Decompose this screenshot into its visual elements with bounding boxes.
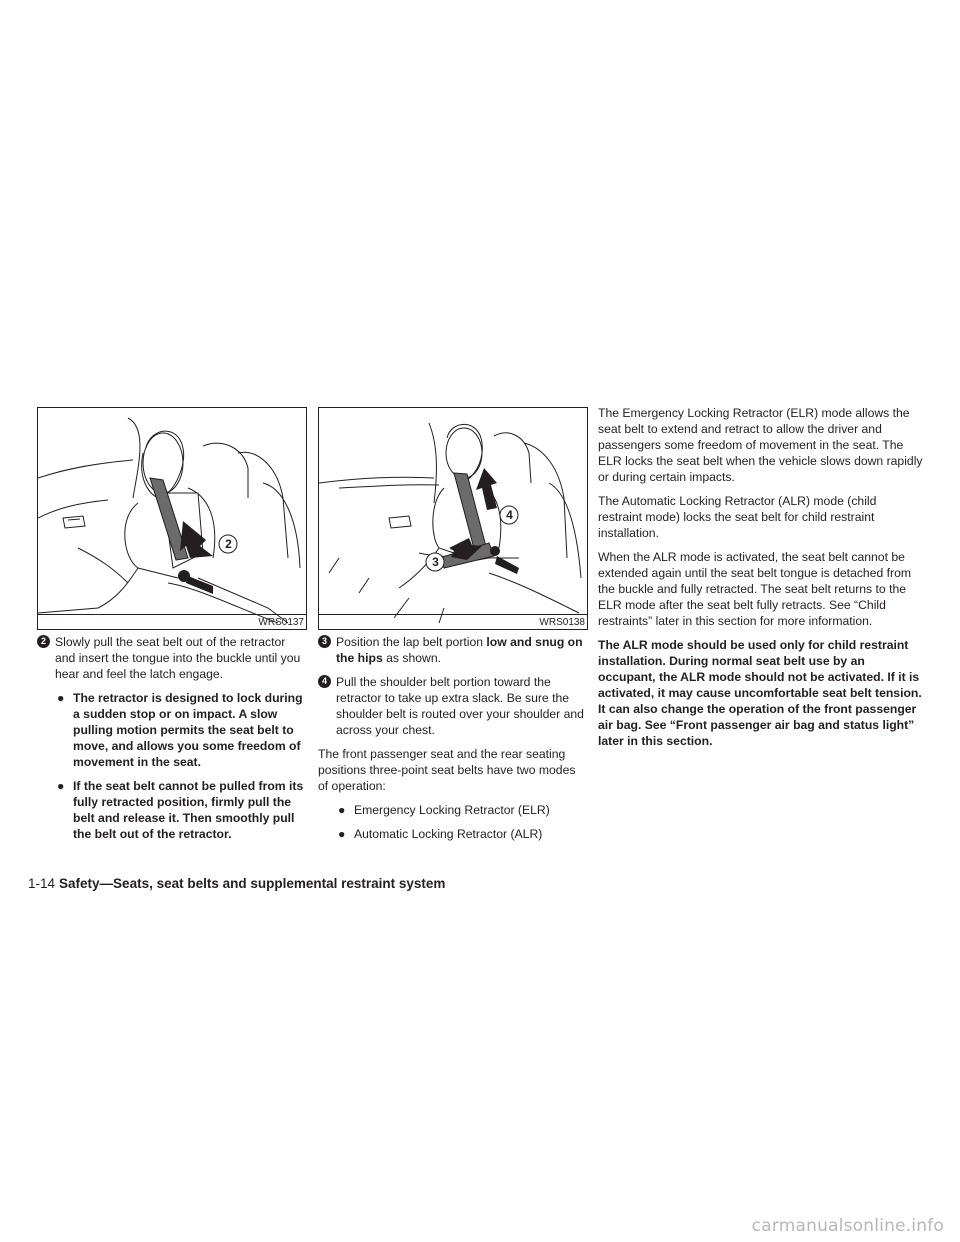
bullet-item [55, 778, 307, 842]
step-3 [318, 634, 588, 666]
bullet-dot: ● [57, 779, 65, 793]
alr-activated-paragraph: When the ALR mode is activated, the seat belt cannot be extended again until the seat belt tongue is detached from the buckle and fully retracted. The seat belt returns to the ELR mode after the seat belt fully retracts. See “Child restraints” later in this section for more information. [598, 550, 912, 628]
page-number: 1-14 [28, 876, 56, 891]
column-3 [598, 405, 923, 757]
bullet-item [55, 690, 307, 770]
bullet-text: If the seat belt cannot be pulled from its fully retracted position, firmly pull the belt and release it. Then smoothly pull the belt out of the retractor. [73, 779, 304, 841]
step-4 [318, 674, 588, 738]
figure-code: WRS0138 [539, 617, 585, 628]
figure-divider [319, 614, 587, 615]
step-2 [37, 634, 307, 682]
figure-seatbelt-insert [37, 407, 307, 630]
alr-paragraph: The Automatic Locking Retractor (ALR) mode (child restraint mode) locks the seat belt for child restraint installation. [598, 494, 877, 540]
page-footer [28, 876, 445, 891]
mode-item [336, 826, 588, 842]
seatbelt-illustration-left [38, 408, 307, 630]
step-number-3: 3 [318, 635, 331, 648]
seatbelt-illustration-middle [319, 408, 588, 630]
mode-text: Automatic Locking Retractor (ALR) [354, 827, 543, 841]
bullet-dot: ● [57, 691, 65, 705]
step-4-text: Pull the shoulder belt portion toward the retractor to take up extra slack. Be sure the shoulder belt is routed over your shoulder and across your chest. [336, 675, 584, 737]
step-3-text-bold: low and snug on the hips [336, 635, 583, 665]
callout-4: 4 [506, 508, 513, 522]
callout-2: 2 [225, 537, 232, 551]
step-3-text [336, 634, 588, 666]
bullet-dot: ● [338, 803, 346, 817]
mode-item [336, 802, 588, 818]
watermark-logo: carmanualsonline.info [751, 1216, 944, 1236]
bullet-dot: ● [338, 827, 346, 841]
figure-divider [38, 614, 306, 615]
step-2-text: Slowly pull the seat belt out of the retractor and insert the tongue into the buckle until you hear and feel the latch engage. [55, 635, 301, 681]
column-2 [318, 634, 588, 850]
section-title: Safety—Seats, seat belts and supplemental restraint system [59, 876, 446, 891]
step-number-2: 2 [37, 635, 50, 648]
bullet-text: The retractor is designed to lock during a sudden stop or on impact. A slow pulling motion permits the seat belt to move, and allows you some freedom of movement in the seat. [73, 691, 303, 769]
step-3-text-post: as shown. [382, 651, 441, 665]
mode-text: Emergency Locking Retractor (ELR) [354, 803, 550, 817]
column-1 [37, 634, 307, 850]
figure-lap-shoulder [318, 407, 588, 630]
step-3-text-pre: Position the lap belt portion [336, 635, 487, 649]
figure-code: WRS0137 [258, 617, 304, 628]
alr-warning-paragraph: The ALR mode should be used only for child restraint installation. During normal seat belt use by an occupant, the ALR mode should not be activated. If it is activated, it may cause uncomfortable seat belt tension. It can also change the operation of the front passenger air bag. See “Front passenger air bag and status light” later in this section. [598, 638, 922, 748]
step-number-4: 4 [318, 675, 331, 688]
callout-3: 3 [432, 555, 439, 569]
elr-paragraph: The Emergency Locking Retractor (ELR) mode allows the seat belt to extend and retract to allow the driver and passengers some freedom of movement in the seat. The ELR locks the seat belt when the vehicle slows down rapidly or during certain impacts. [598, 406, 923, 484]
modes-intro: The front passenger seat and the rear seating positions three-point seat belts have two modes of operation: [318, 747, 576, 793]
